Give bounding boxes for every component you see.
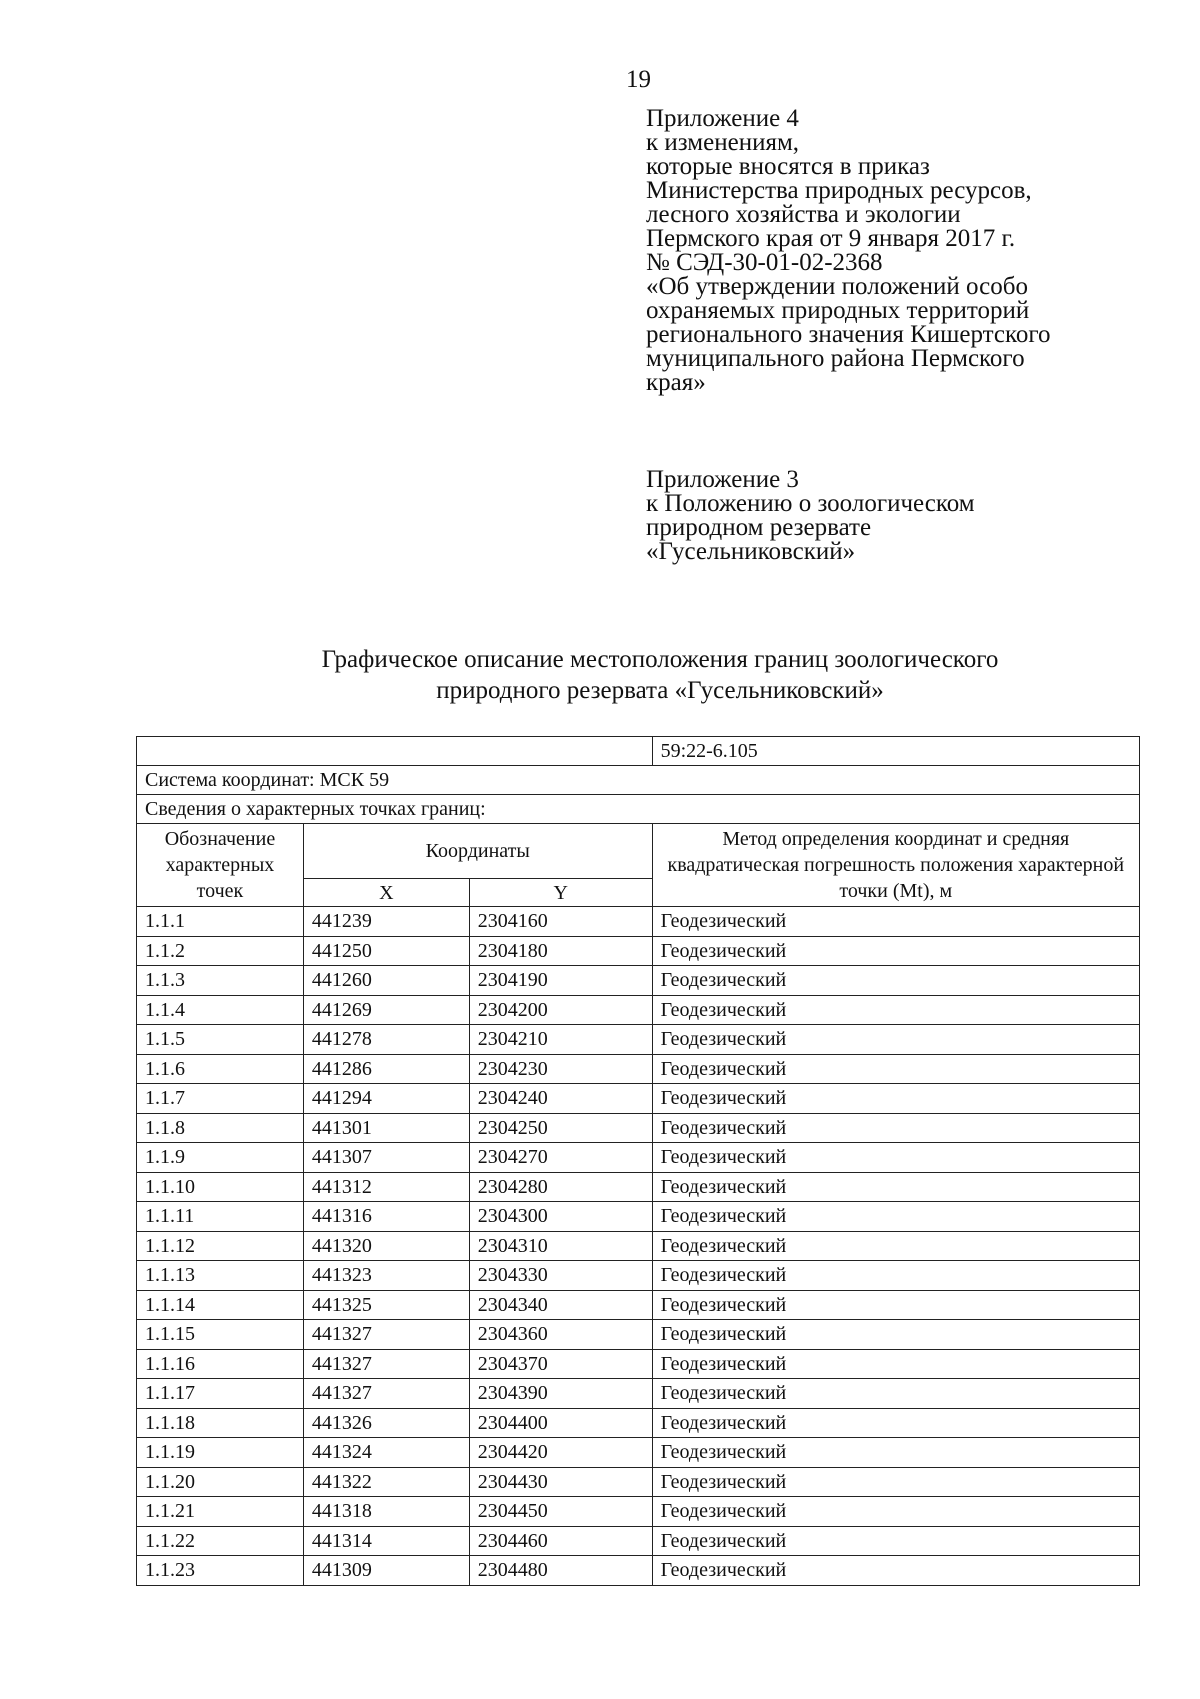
cell-x: 441322: [303, 1467, 469, 1497]
cell-y: 2304310: [469, 1231, 652, 1261]
table-row: [137, 966, 1140, 996]
cell-method: Геодезический: [652, 1261, 1139, 1291]
cell-x: 441278: [303, 1025, 469, 1055]
cell-point: 1.1.5: [137, 1025, 304, 1055]
annex-3-line: природном резервате: [646, 514, 872, 541]
document-title-line-2: природного резервата «Гусельниковский»: [436, 677, 884, 704]
cell-x: 441307: [303, 1143, 469, 1173]
cell-point: 1.1.20: [137, 1467, 304, 1497]
cell-x: 441309: [303, 1556, 469, 1586]
table-row: [137, 1467, 1140, 1497]
cell-point: 1.1.7: [137, 1084, 304, 1114]
cell-method: Геодезический: [652, 1231, 1139, 1261]
table-row: [137, 1438, 1140, 1468]
cell-x: 441312: [303, 1172, 469, 1202]
cell-method: Геодезический: [652, 1025, 1139, 1055]
cell-method: Геодезический: [652, 1054, 1139, 1084]
cell-y: 2304360: [469, 1320, 652, 1350]
cell-y: 2304230: [469, 1054, 652, 1084]
page-number: 19: [626, 66, 651, 93]
annex-4-line: Приложение 4: [646, 105, 799, 132]
document-title-line-1: Графическое описание местоположения границ зоологического: [321, 646, 999, 673]
header-x: X: [303, 879, 469, 907]
cell-y: 2304200: [469, 995, 652, 1025]
cell-method: Геодезический: [652, 1290, 1139, 1320]
cell-y: 2304390: [469, 1379, 652, 1409]
table-row: [137, 1497, 1140, 1527]
cell-method: Геодезический: [652, 1497, 1139, 1527]
annex-4-line: «Об утверждении положений особо: [646, 273, 1028, 300]
cell-point: 1.1.21: [137, 1497, 304, 1527]
cell-y: 2304420: [469, 1438, 652, 1468]
table-row: [137, 1084, 1140, 1114]
cell-x: 441314: [303, 1526, 469, 1556]
cell-y: 2304180: [469, 936, 652, 966]
cell-point: 1.1.12: [137, 1231, 304, 1261]
table-body: [137, 907, 1140, 1586]
cell-y: 2304370: [469, 1349, 652, 1379]
cell-y: 2304210: [469, 1025, 652, 1055]
cell-x: 441260: [303, 966, 469, 996]
cell-x: 441301: [303, 1113, 469, 1143]
table-row: [137, 1202, 1140, 1232]
cell-y: 2304240: [469, 1084, 652, 1114]
annex-4-line: края»: [646, 369, 706, 396]
table-row: [137, 1143, 1140, 1173]
table-row: [137, 1054, 1140, 1084]
cell-x: 441250: [303, 936, 469, 966]
cell-method: Геодезический: [652, 966, 1139, 996]
annex-4-line: регионального значения Кишертского: [646, 321, 1051, 348]
annex-4-line: Пермского края от 9 января 2017 г.: [646, 225, 1016, 252]
cell-method: Геодезический: [652, 1113, 1139, 1143]
cell-method: Геодезический: [652, 1379, 1139, 1409]
cell-y: 2304190: [469, 966, 652, 996]
cell-method: Геодезический: [652, 995, 1139, 1025]
cell-point: 1.1.8: [137, 1113, 304, 1143]
cell-x: 441327: [303, 1320, 469, 1350]
cell-method: Геодезический: [652, 907, 1139, 937]
cell-x: 441316: [303, 1202, 469, 1232]
cell-point: 1.1.10: [137, 1172, 304, 1202]
document-title: [160, 644, 1160, 706]
annex-4-line: которые вносятся в приказ: [646, 153, 930, 180]
cell-method: Геодезический: [652, 1084, 1139, 1114]
annex-4-line: муниципального района Пермского: [646, 345, 1025, 372]
cell-y: 2304250: [469, 1113, 652, 1143]
cell-y: 2304160: [469, 907, 652, 937]
cell-point: 1.1.23: [137, 1556, 304, 1586]
cell-x: 441269: [303, 995, 469, 1025]
cell-x: 441327: [303, 1349, 469, 1379]
table-row: [137, 995, 1140, 1025]
cell-x: 441286: [303, 1054, 469, 1084]
annex-4-block: [646, 107, 1051, 395]
header-y: Y: [469, 879, 652, 907]
annex-4-line: Министерства природных ресурсов,: [646, 177, 1032, 204]
cell-method: Геодезический: [652, 1202, 1139, 1232]
cell-point: 1.1.18: [137, 1408, 304, 1438]
table-row: [137, 1113, 1140, 1143]
cell-point: 1.1.4: [137, 995, 304, 1025]
cell-method: Геодезический: [652, 1172, 1139, 1202]
points-info: Сведения о характерных точках границ:: [137, 795, 1140, 824]
cell-point: 1.1.15: [137, 1320, 304, 1350]
cell-point: 1.1.17: [137, 1379, 304, 1409]
header-method: Метод определения координат и средняя квадратическая погрешность положения характерной точки (Mt), м: [652, 824, 1139, 907]
cell-point: 1.1.1: [137, 907, 304, 937]
cell-y: 2304450: [469, 1497, 652, 1527]
cell-x: 441324: [303, 1438, 469, 1468]
cell-x: 441320: [303, 1231, 469, 1261]
annex-3-line: к Положению о зоологическом: [646, 490, 975, 517]
table-row: [137, 1379, 1140, 1409]
annex-3-block: [646, 468, 975, 564]
cell-point: 1.1.11: [137, 1202, 304, 1232]
table-row: [137, 1290, 1140, 1320]
cell-point: 1.1.9: [137, 1143, 304, 1173]
cell-y: 2304460: [469, 1526, 652, 1556]
cell-point: 1.1.2: [137, 936, 304, 966]
annex-4-line: № СЭД-30-01-02-2368: [646, 249, 883, 276]
table-row: [137, 1408, 1140, 1438]
cell-y: 2304330: [469, 1261, 652, 1291]
cell-method: Геодезический: [652, 1349, 1139, 1379]
cell-x: 441326: [303, 1408, 469, 1438]
cell-method: Геодезический: [652, 1408, 1139, 1438]
cell-point: 1.1.14: [137, 1290, 304, 1320]
table-row: [137, 1556, 1140, 1586]
cell-method: Геодезический: [652, 1143, 1139, 1173]
cadastral-number: 59:22-6.105: [652, 737, 1139, 766]
table-row: [137, 1349, 1140, 1379]
coord-system: Система координат: МСК 59: [137, 766, 1140, 795]
annex-4-line: лесного хозяйства и экологии: [646, 201, 961, 228]
annex-4-line: к изменениям,: [646, 129, 800, 156]
cell-y: 2304270: [469, 1143, 652, 1173]
cell-method: Геодезический: [652, 1320, 1139, 1350]
header-designation: Обозначение характерных точек: [137, 824, 304, 907]
cell-x: 441318: [303, 1497, 469, 1527]
cell-x: 441323: [303, 1261, 469, 1291]
cell-point: 1.1.22: [137, 1526, 304, 1556]
cell-y: 2304400: [469, 1408, 652, 1438]
cell-y: 2304430: [469, 1467, 652, 1497]
cell-y: 2304480: [469, 1556, 652, 1586]
cell-x: 441325: [303, 1290, 469, 1320]
header-coordinates: Координаты: [303, 824, 652, 879]
table-row: [137, 907, 1140, 937]
cell-point: 1.1.3: [137, 966, 304, 996]
table-row: [137, 1172, 1140, 1202]
cell-y: 2304300: [469, 1202, 652, 1232]
cell-x: 441239: [303, 907, 469, 937]
cell-method: Геодезический: [652, 1556, 1139, 1586]
table-row: [137, 1320, 1140, 1350]
table-row: [137, 936, 1140, 966]
table-row: [137, 1261, 1140, 1291]
cell-method: Геодезический: [652, 1526, 1139, 1556]
table-row: [137, 1526, 1140, 1556]
cell-y: 2304280: [469, 1172, 652, 1202]
cell-x: 441294: [303, 1084, 469, 1114]
cell-method: Геодезический: [652, 1438, 1139, 1468]
cell-point: 1.1.13: [137, 1261, 304, 1291]
cell-method: Геодезический: [652, 936, 1139, 966]
table-empty-cell: [137, 737, 653, 766]
cell-point: 1.1.16: [137, 1349, 304, 1379]
annex-4-line: охраняемых природных территорий: [646, 297, 1030, 324]
cell-point: 1.1.6: [137, 1054, 304, 1084]
table-row: [137, 1231, 1140, 1261]
coordinates-table: [136, 736, 1140, 1586]
cell-y: 2304340: [469, 1290, 652, 1320]
table-row: [137, 1025, 1140, 1055]
cell-point: 1.1.19: [137, 1438, 304, 1468]
cell-x: 441327: [303, 1379, 469, 1409]
annex-3-line: «Гусельниковский»: [646, 538, 856, 565]
cell-method: Геодезический: [652, 1467, 1139, 1497]
annex-3-line: Приложение 3: [646, 466, 799, 493]
